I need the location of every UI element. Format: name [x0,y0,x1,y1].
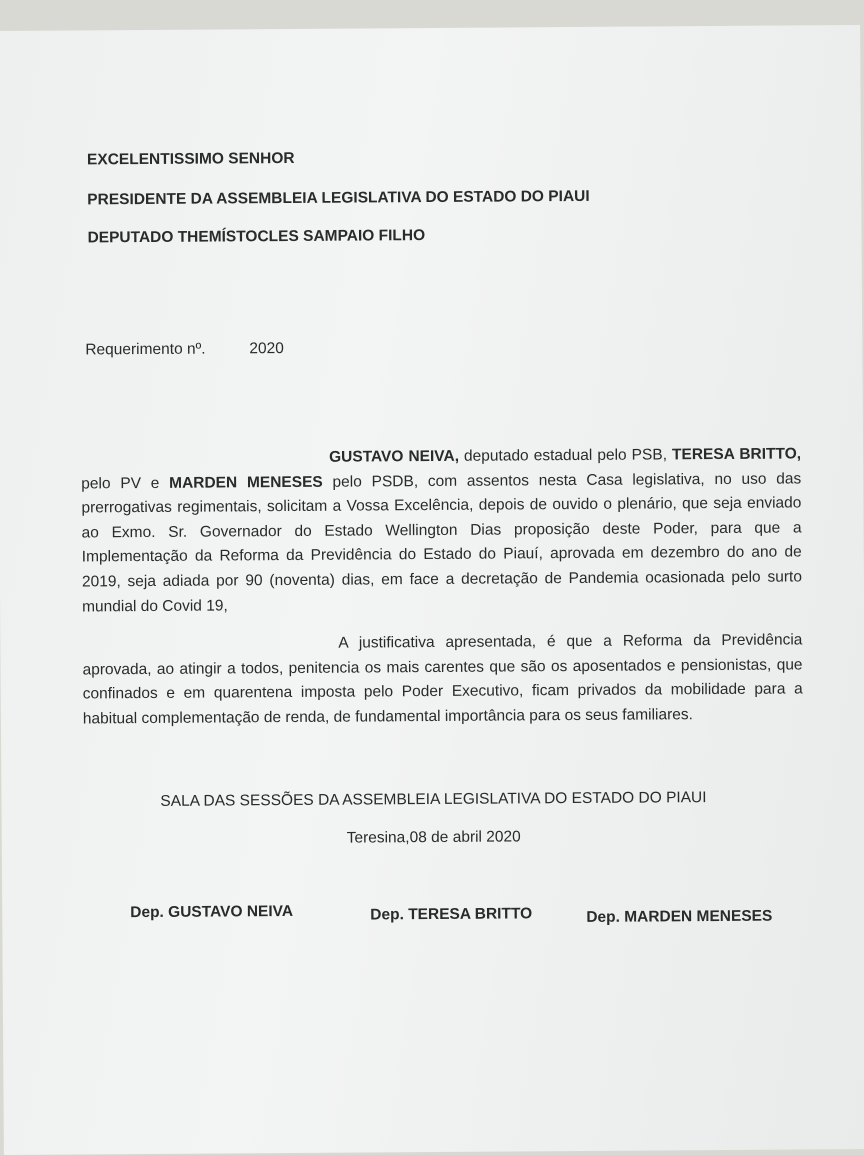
requerimento-year: 2020 [249,340,284,358]
session-room-line: SALA DAS SESSÕES DA ASSEMBLEIA LEGISLATIVA DO ESTADO DO PIAUI [160,789,707,810]
deputy-name-teresa: TERESA BRITTO, [671,445,802,464]
signature-teresa: Dep. TERESA BRITTO [370,905,533,924]
salutation: EXCELENTISSIMO SENHOR [86,149,295,169]
paragraph-text: deputado estadual pelo PSB, [458,446,673,465]
signature-gustavo: Dep. GUSTAVO NEIVA [130,902,294,922]
signature-marden: Dep. MARDEN MENESES [586,907,773,926]
paragraph-text: pelo PV e [81,474,170,493]
place-date: Teresina,08 de abril 2020 [346,828,521,847]
deputy-name-marden: MARDEN MENESES [169,473,323,492]
paragraph-indent [81,462,329,464]
paragraph-indent [82,648,338,650]
body-paragraph-request [81,442,802,619]
deputy-name-gustavo: GUSTAVO NEIVA, [329,447,460,466]
body-paragraph-justification [82,628,803,731]
document-page [0,25,864,1155]
addressee-title: PRESIDENTE DA ASSEMBLEIA LEGISLATIVA DO ESTADO DO PIAUI [87,187,590,209]
paragraph-text: pelo PSDB, com assentos nesta Casa legislativa, no uso das prerrogativas regimentais, solicitam a Vossa Excelência, depois de ouvido o plenário, que seja enviado ao Exmo. Sr. Governador do Estado Wellington Dias proposição deste Poder, para que a Implementação da Reforma da Previdência do Estado do Piauí, aprovada em dezembro do ano de 2019, seja adiada por 90 (noventa) dias, em face a decretação de Pandemia ocasionada pelo surto mundial do Covid 19, [81,470,802,616]
addressee-name: DEPUTADO THEMÍSTOCLES SAMPAIO FILHO [87,227,426,247]
paragraph-text: A justificativa apresentada, é que a Reforma da Previdência aprovada, ao atingir a todos, penitencia os mais carentes que são os aposentados e pensionistas, que confinados e em quarentena imposta pelo Poder Executivo, ficam privados da mobilidade para a habitual complementação de renda, de fundamental importância para os seus familiares. [82,631,803,728]
requerimento-label: Requerimento nº. [85,340,206,359]
